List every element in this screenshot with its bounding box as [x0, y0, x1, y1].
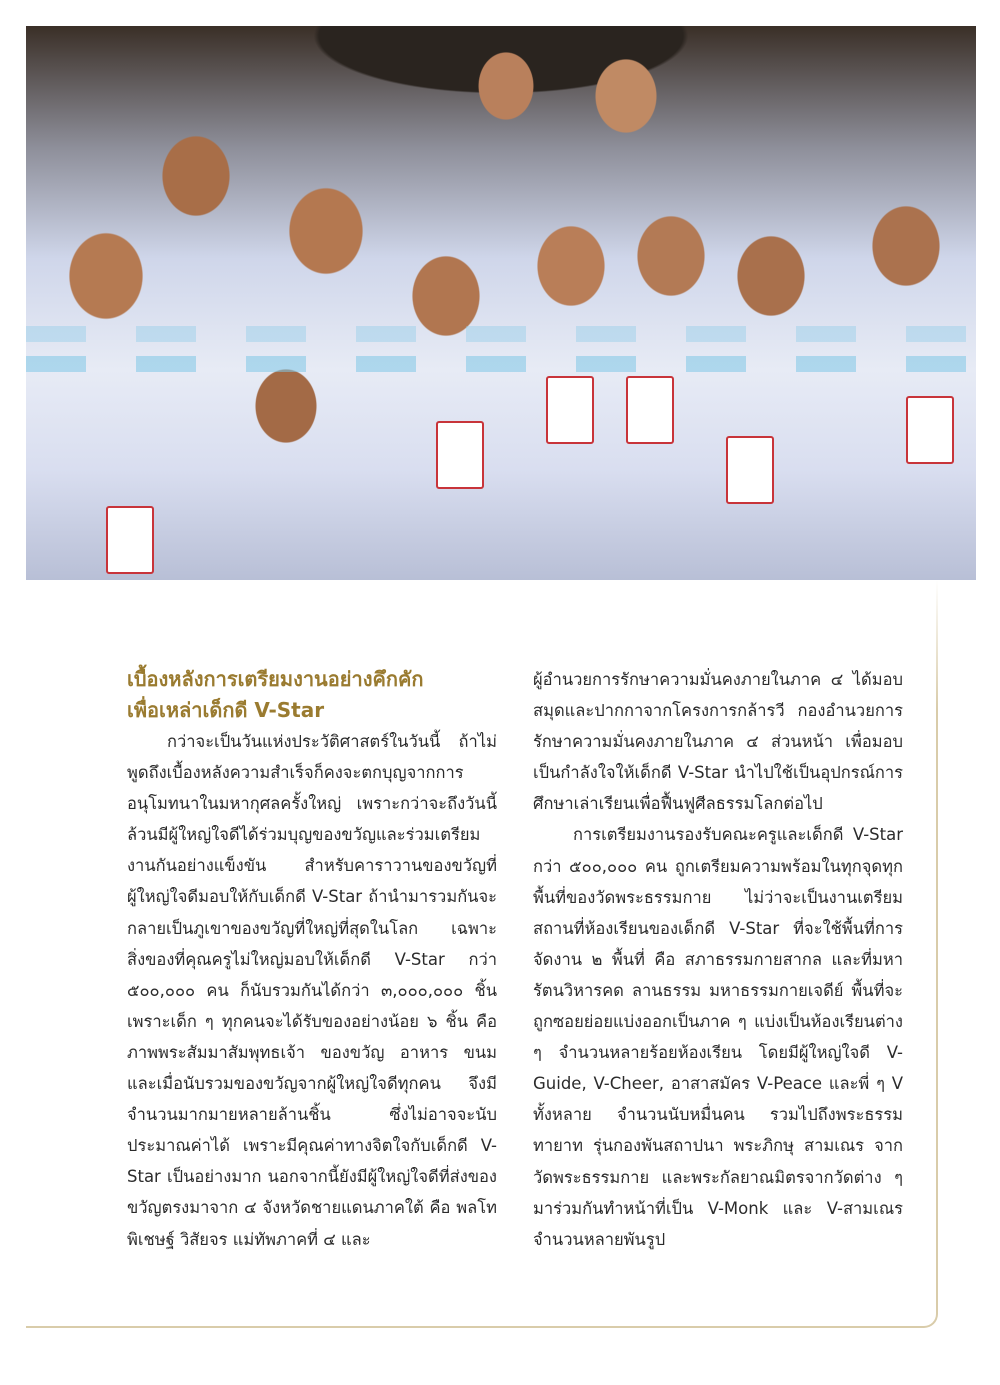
heading-line-1: เบื้องหลังการเตรียมงานอย่างคึกคัก — [127, 667, 424, 691]
decorative-corner-rule — [26, 1300, 938, 1328]
article-right-column — [533, 664, 903, 1255]
article-heading — [127, 664, 497, 726]
name-tag — [546, 376, 594, 444]
heading-line-2: เพื่อเหล่าเด็กดี V-Star — [127, 698, 325, 722]
body-paragraph: ผู้อำนวยการรักษาความมั่นคงภายในภาค ๔ ได้มอบสมุดและปากกาจากโครงการกล้ารวี กองอำนวยการรักษาความมั่นคงภายในภาค ๔ ส่วนหน้า เพื่อมอบเป็นกำลังใจให้เด็กดี V-Star นำไปใช้เป็นอุปกรณ์การศึกษาเล่าเรียนเพื่อฟื้นฟูศีลธรรมโลกต่อไป — [533, 670, 903, 814]
scarf-band — [26, 326, 976, 342]
article-left-column — [127, 664, 497, 1255]
name-tag — [726, 436, 774, 504]
name-tag — [106, 506, 154, 574]
name-tag — [436, 421, 484, 489]
name-tag — [626, 376, 674, 444]
children-v-sign-photo — [26, 26, 976, 580]
scarf-band — [26, 356, 976, 372]
body-paragraph: กว่าจะเป็นวันแห่งประวัติศาสตร์ในวันนี้ ถ้าไม่พูดถึงเบื้องหลังความสำเร็จก็คงจะตกบุญจากการอนุโมทนาในมหากุศลครั้งใหญ่ เพราะกว่าจะถึงวันนี้ล้วนมีผู้ใหญ่ใจดีได้ร่วมบุญของขวัญและร่วมเตรียมงานกันอย่างแข็งขัน สำหรับคาราวานของขวัญที่ผู้ใหญ่ใจดีมอบให้กับเด็กดี V-Star ถ้านำมารวมกันจะกลายเป็นภูเขาของขวัญที่ใหญ่ที่สุดในโลก เฉพาะสิ่งของที่คุณครูไม่ใหญ่มอบให้เด็กดี V-Star กว่า ๕๐๐,๐๐๐ คน ก็นับรวมกันได้กว่า ๓,๐๐๐,๐๐๐ ชิ้น เพราะเด็ก ๆ ทุกคนจะได้รับของอย่างน้อย ๖ ชิ้น คือ ภาพพระสัมมาสัมพุทธเจ้า ของขวัญ อาหาร ขนม และเมื่อนับรวมของขวัญจากผู้ใหญ่ใจดีทุกคน จึงมีจำนวนมากมายหลายล้านชิ้น ซึ่งไม่อาจจะนับประมาณค่าได้ เพราะมีคุณค่าทางจิตใจกับเด็กดี V-Star เป็นอย่างมาก นอกจากนี้ยังมีผู้ใหญ่ใจดีที่ส่งของขวัญตรงมาจาก ๔ จังหวัดชายแดนภาคใต้ คือ พลโทพิเชษฐ์ วิสัยจร แม่ทัพภาคที่ ๔ และ — [127, 732, 497, 1249]
name-tag — [906, 396, 954, 464]
body-paragraph: การเตรียมงานรองรับคณะครูและเด็กดี V-Star กว่า ๕๐๐,๐๐๐ คน ถูกเตรียมความพร้อมในทุกจุดทุกพื้นที่ของวัดพระธรรมกาย ไม่ว่าจะเป็นงานเตรียมสถานที่ห้องเรียนของเด็กดี V-Star ที่จะใช้พื้นที่การจัดงาน ๒ พื้นที่ คือ สภาธรรมกายสากล และที่มหารัตนวิหารคด ลานธรรม มหาธรรมกายเจดีย์ พื้นที่จะถูกซอยย่อยแบ่งออกเป็นภาค ๆ แบ่งเป็นห้องเรียนต่าง ๆ จำนวนหลายร้อยห้องเรียน โดยมีผู้ใหญ่ใจดี V-Guide, V-Cheer, อาสาสมัคร V-Peace และพี่ ๆ V ทั้งหลาย จำนวนนับหมื่นคน รวมไปถึงพระธรรมทายาท รุ่นกองพันสถาปนา พระภิกษุ สามเณร จากวัดพระธรรมกาย และพระกัลยาณมิตรจากวัดต่าง ๆ มาร่วมกันทำหน้าที่เป็น V-Monk และ V-สามเณร จำนวนหลายพันรูป — [533, 825, 903, 1249]
decorative-vertical-rule — [936, 580, 938, 1300]
